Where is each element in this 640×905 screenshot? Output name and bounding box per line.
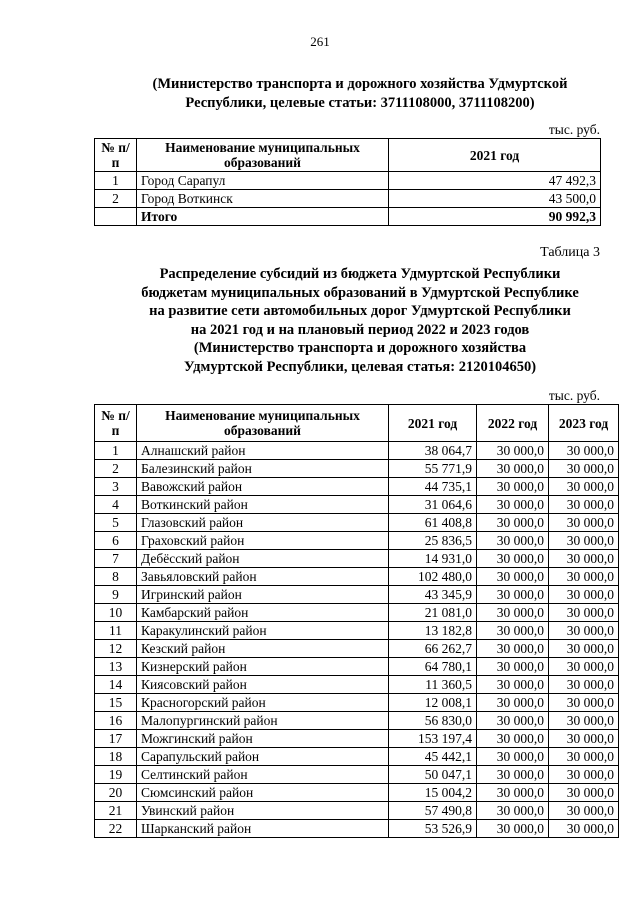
table-row bbox=[95, 748, 619, 766]
cell-2023: 30 000,0 bbox=[549, 568, 619, 586]
cell-name: Сарапульский район bbox=[137, 748, 389, 766]
cell-num: 16 bbox=[95, 712, 137, 730]
cell-2021: 64 780,1 bbox=[389, 658, 477, 676]
col-header-num: № п/п bbox=[95, 405, 137, 442]
table3-title-line: на развитие сети автомобильных дорог Удмуртской Республики bbox=[149, 303, 571, 319]
cell-num: 17 bbox=[95, 730, 137, 748]
cell-num: 20 bbox=[95, 784, 137, 802]
col-header-2023: 2023 год bbox=[549, 405, 619, 442]
table-row bbox=[95, 730, 619, 748]
table-row bbox=[95, 784, 619, 802]
cell-2021: 47 492,3 bbox=[389, 172, 601, 190]
cell-2022: 30 000,0 bbox=[477, 640, 549, 658]
cell-2022: 30 000,0 bbox=[477, 784, 549, 802]
table-row bbox=[95, 496, 619, 514]
table-row bbox=[95, 532, 619, 550]
cell-2021: 50 047,1 bbox=[389, 766, 477, 784]
table-row bbox=[95, 478, 619, 496]
cell-2022: 30 000,0 bbox=[477, 730, 549, 748]
cell-name: Город Сарапул bbox=[137, 172, 389, 190]
cell-num: 1 bbox=[95, 172, 137, 190]
cell-num: 6 bbox=[95, 532, 137, 550]
cell-name: Глазовский район bbox=[137, 514, 389, 532]
cell-2022: 30 000,0 bbox=[477, 676, 549, 694]
cell-2022: 30 000,0 bbox=[477, 532, 549, 550]
col-header-name: Наименование муниципальных образований bbox=[137, 139, 389, 172]
col-header-num: № п/п bbox=[95, 139, 137, 172]
table-row bbox=[95, 712, 619, 730]
cell-2023: 30 000,0 bbox=[549, 730, 619, 748]
table1-header-row bbox=[95, 139, 601, 172]
cell-2023: 30 000,0 bbox=[549, 748, 619, 766]
cell-name: Шарканский район bbox=[137, 820, 389, 838]
cell-name: Увинский район bbox=[137, 802, 389, 820]
cell-name: Балезинский район bbox=[137, 460, 389, 478]
cell-2021: 53 526,9 bbox=[389, 820, 477, 838]
cell-2021: 12 008,1 bbox=[389, 694, 477, 712]
cell-num: 3 bbox=[95, 478, 137, 496]
cell-2022: 30 000,0 bbox=[477, 514, 549, 532]
cell-2022: 30 000,0 bbox=[477, 460, 549, 478]
cell-name: Город Воткинск bbox=[137, 190, 389, 208]
cell-2021: 43 500,0 bbox=[389, 190, 601, 208]
table3-header-row bbox=[95, 405, 619, 442]
cell-2021: 61 408,8 bbox=[389, 514, 477, 532]
table-row bbox=[95, 694, 619, 712]
table-row bbox=[95, 586, 619, 604]
cell-2022: 30 000,0 bbox=[477, 568, 549, 586]
table-row bbox=[95, 460, 619, 478]
table1-title-line: Республики, целевые статьи: 3711108000, 3711108200) bbox=[185, 94, 535, 111]
table3 bbox=[94, 404, 619, 838]
cell-name: Воткинский район bbox=[137, 496, 389, 514]
cell-num: 5 bbox=[95, 514, 137, 532]
cell-name: Сюмсинский район bbox=[137, 784, 389, 802]
table3-title-line: бюджетам муниципальных образований в Удмуртской Республике bbox=[141, 284, 579, 301]
cell-2022: 30 000,0 bbox=[477, 622, 549, 640]
cell-2022: 30 000,0 bbox=[477, 478, 549, 496]
cell-2022: 30 000,0 bbox=[477, 802, 549, 820]
table-row bbox=[95, 676, 619, 694]
cell-2021: 38 064,7 bbox=[389, 442, 477, 460]
cell-2023: 30 000,0 bbox=[549, 514, 619, 532]
cell-num: 12 bbox=[95, 640, 137, 658]
cell-2021: 14 931,0 bbox=[389, 550, 477, 568]
cell-num: 13 bbox=[95, 658, 137, 676]
cell-name: Вавожский район bbox=[137, 478, 389, 496]
cell-2023: 30 000,0 bbox=[549, 676, 619, 694]
col-header-2022: 2022 год bbox=[477, 405, 549, 442]
cell-2023: 30 000,0 bbox=[549, 478, 619, 496]
table-row bbox=[95, 766, 619, 784]
cell-2022: 30 000,0 bbox=[477, 604, 549, 622]
cell-num: 7 bbox=[95, 550, 137, 568]
cell-name: Завьяловский район bbox=[137, 568, 389, 586]
table-row bbox=[95, 802, 619, 820]
cell-name: Дебёсский район bbox=[137, 550, 389, 568]
cell-num: 10 bbox=[95, 604, 137, 622]
cell-num bbox=[95, 208, 137, 226]
table3-title-line: на 2021 год и на плановый период 2022 и 2023 годов bbox=[190, 321, 530, 338]
cell-name: Игринский район bbox=[137, 586, 389, 604]
cell-num: 15 bbox=[95, 694, 137, 712]
cell-name: Каракулинский район bbox=[137, 622, 389, 640]
cell-num: 19 bbox=[95, 766, 137, 784]
cell-name: Киясовский район bbox=[137, 676, 389, 694]
table3-title-line: Распределение субсидий из бюджета Удмуртской Республики bbox=[159, 266, 561, 282]
cell-num: 2 bbox=[95, 190, 137, 208]
col-header-2021: 2021 год bbox=[389, 139, 601, 172]
cell-2021: 57 490,8 bbox=[389, 802, 477, 820]
cell-2021: 45 442,1 bbox=[389, 748, 477, 766]
table3-title-line: Удмуртской Республики, целевая статья: 2120104650) bbox=[183, 358, 537, 375]
table-row bbox=[95, 658, 619, 676]
cell-num: 11 bbox=[95, 622, 137, 640]
cell-2021: 11 360,5 bbox=[389, 676, 477, 694]
cell-name: Кизнерский район bbox=[137, 658, 389, 676]
table1 bbox=[94, 138, 601, 226]
table-row bbox=[95, 514, 619, 532]
table1-unit: тыс. руб. bbox=[548, 122, 600, 137]
cell-2022: 30 000,0 bbox=[477, 586, 549, 604]
table3-title-line: (Министерство транспорта и дорожного хозяйства bbox=[193, 340, 527, 356]
cell-2022: 30 000,0 bbox=[477, 658, 549, 676]
cell-2021: 31 064,6 bbox=[389, 496, 477, 514]
cell-2021: 15 004,2 bbox=[389, 784, 477, 802]
cell-2023: 30 000,0 bbox=[549, 784, 619, 802]
cell-2023: 30 000,0 bbox=[549, 802, 619, 820]
cell-2021: 43 345,9 bbox=[389, 586, 477, 604]
cell-2022: 30 000,0 bbox=[477, 748, 549, 766]
cell-2022: 30 000,0 bbox=[477, 766, 549, 784]
cell-2023: 30 000,0 bbox=[549, 820, 619, 838]
cell-num: 9 bbox=[95, 586, 137, 604]
cell-name: Можгинский район bbox=[137, 730, 389, 748]
cell-2022: 30 000,0 bbox=[477, 694, 549, 712]
cell-2023: 30 000,0 bbox=[549, 532, 619, 550]
cell-2023: 30 000,0 bbox=[549, 712, 619, 730]
cell-name: Селтинский район bbox=[137, 766, 389, 784]
cell-2021: 25 836,5 bbox=[389, 532, 477, 550]
table-row bbox=[95, 640, 619, 658]
total-2021: 90 992,3 bbox=[389, 208, 601, 226]
cell-2023: 30 000,0 bbox=[549, 496, 619, 514]
cell-2023: 30 000,0 bbox=[549, 640, 619, 658]
table-row bbox=[95, 190, 601, 208]
cell-2023: 30 000,0 bbox=[549, 586, 619, 604]
cell-2021: 21 081,0 bbox=[389, 604, 477, 622]
cell-2023: 30 000,0 bbox=[549, 658, 619, 676]
table1-title bbox=[80, 75, 640, 112]
cell-name: Камбарский район bbox=[137, 604, 389, 622]
table-row bbox=[95, 622, 619, 640]
cell-num: 18 bbox=[95, 748, 137, 766]
table-row bbox=[95, 820, 619, 838]
total-label: Итого bbox=[137, 208, 389, 226]
cell-2023: 30 000,0 bbox=[549, 460, 619, 478]
cell-num: 4 bbox=[95, 496, 137, 514]
col-header-2021: 2021 год bbox=[389, 405, 477, 442]
cell-num: 8 bbox=[95, 568, 137, 586]
cell-2022: 30 000,0 bbox=[477, 442, 549, 460]
table3-title bbox=[80, 265, 640, 376]
cell-num: 14 bbox=[95, 676, 137, 694]
cell-name: Алнашский район bbox=[137, 442, 389, 460]
cell-num: 21 bbox=[95, 802, 137, 820]
cell-num: 1 bbox=[95, 442, 137, 460]
cell-2023: 30 000,0 bbox=[549, 694, 619, 712]
cell-name: Малопургинский район bbox=[137, 712, 389, 730]
table-row bbox=[95, 550, 619, 568]
cell-2023: 30 000,0 bbox=[549, 766, 619, 784]
cell-num: 22 bbox=[95, 820, 137, 838]
cell-2021: 13 182,8 bbox=[389, 622, 477, 640]
table-row bbox=[95, 442, 619, 460]
table-row bbox=[95, 172, 601, 190]
cell-name: Кезский район bbox=[137, 640, 389, 658]
table3-unit: тыс. руб. bbox=[548, 388, 600, 403]
cell-2022: 30 000,0 bbox=[477, 712, 549, 730]
cell-2022: 30 000,0 bbox=[477, 820, 549, 838]
cell-2021: 55 771,9 bbox=[389, 460, 477, 478]
cell-2021: 44 735,1 bbox=[389, 478, 477, 496]
table1-title-line: (Министерство транспорта и дорожного хозяйства Удмуртской bbox=[152, 76, 568, 92]
page-number: 261 bbox=[310, 34, 330, 49]
cell-2023: 30 000,0 bbox=[549, 550, 619, 568]
table-row bbox=[95, 604, 619, 622]
cell-2023: 30 000,0 bbox=[549, 442, 619, 460]
table-row bbox=[95, 568, 619, 586]
cell-name: Граховский район bbox=[137, 532, 389, 550]
cell-2023: 30 000,0 bbox=[549, 604, 619, 622]
cell-num: 2 bbox=[95, 460, 137, 478]
cell-2021: 66 262,7 bbox=[389, 640, 477, 658]
cell-name: Красногорский район bbox=[137, 694, 389, 712]
col-header-name: Наименование муниципальных образований bbox=[137, 405, 389, 442]
cell-2022: 30 000,0 bbox=[477, 496, 549, 514]
cell-2021: 153 197,4 bbox=[389, 730, 477, 748]
cell-2021: 102 480,0 bbox=[389, 568, 477, 586]
cell-2023: 30 000,0 bbox=[549, 622, 619, 640]
cell-2022: 30 000,0 bbox=[477, 550, 549, 568]
cell-2021: 56 830,0 bbox=[389, 712, 477, 730]
table3-label: Таблица 3 bbox=[540, 245, 600, 260]
total-row bbox=[95, 208, 601, 226]
